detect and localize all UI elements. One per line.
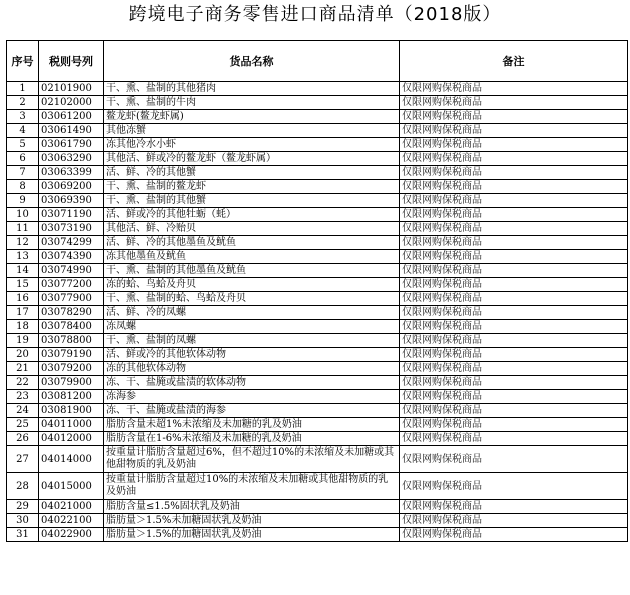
row-note-cell: 仅限网购保税商品 [400,292,628,306]
row-goods-name-cell: 冻凤螺 [104,320,400,334]
row-goods-name-cell: 冻、干、盐腌或盐渍的软体动物 [104,376,400,390]
row-tariff-code-cell: 03071190 [39,208,104,222]
table-row [7,208,628,222]
row-note-cell: 仅限网购保税商品 [400,82,628,96]
row-tariff-code-cell: 03074299 [39,236,104,250]
row-note-cell: 仅限网购保税商品 [400,166,628,180]
row-tariff-code-cell: 02102000 [39,96,104,110]
row-tariff-code-cell: 02101900 [39,82,104,96]
table-row [7,264,628,278]
row-goods-name-cell: 脂肪含量未超1%未浓缩及未加糖的乳及奶油 [104,418,400,432]
row-seq-cell: 18 [7,320,39,334]
row-goods-name-cell: 按重量计脂肪含量超过10%的未浓缩及未加糖或其他甜物质的乳及奶油 [104,473,400,500]
row-seq-cell: 2 [7,96,39,110]
row-note-cell: 仅限网购保税商品 [400,334,628,348]
row-tariff-code-cell: 03061200 [39,110,104,124]
row-goods-name-cell: 冻其他冷水小虾 [104,138,400,152]
table-body [7,82,628,542]
row-seq-cell: 28 [7,473,39,500]
row-seq-cell: 24 [7,404,39,418]
table-row [7,348,628,362]
row-goods-name-cell: 其他冻蟹 [104,124,400,138]
table-row [7,362,628,376]
table-row [7,124,628,138]
row-seq-cell: 1 [7,82,39,96]
table-row [7,320,628,334]
row-seq-cell: 12 [7,236,39,250]
header-note: 备注 [400,41,628,82]
row-tariff-code-cell: 03079190 [39,348,104,362]
row-goods-name-cell: 活、鲜、冷的凤螺 [104,306,400,320]
page-title: 跨境电子商务零售进口商品清单（2018版） [128,4,502,25]
row-goods-name-cell: 其他活、鲜、冷贻贝 [104,222,400,236]
row-note-cell: 仅限网购保税商品 [400,222,628,236]
table-row [7,152,628,166]
table-row [7,138,628,152]
row-note-cell: 仅限网购保税商品 [400,362,628,376]
row-goods-name-cell: 冻海参 [104,390,400,404]
table-row [7,418,628,432]
row-note-cell: 仅限网购保税商品 [400,320,628,334]
row-note-cell: 仅限网购保税商品 [400,208,628,222]
table-row [7,376,628,390]
row-seq-cell: 14 [7,264,39,278]
row-tariff-code-cell: 03078290 [39,306,104,320]
row-goods-name-cell: 脂肪含量在1-6%未浓缩及未加糖的乳及奶油 [104,432,400,446]
row-note-cell: 仅限网购保税商品 [400,152,628,166]
row-seq-cell: 30 [7,514,39,528]
row-seq-cell: 15 [7,278,39,292]
row-note-cell: 仅限网购保税商品 [400,418,628,432]
row-seq-cell: 16 [7,292,39,306]
row-goods-name-cell: 干、熏、盐制的鳌龙虾 [104,180,400,194]
row-goods-name-cell: 脂肪量＞1.5%的加糖固状乳及奶油 [104,528,400,542]
table-row [7,306,628,320]
row-tariff-code-cell: 04022900 [39,528,104,542]
row-seq-cell: 29 [7,500,39,514]
table-row [7,528,628,542]
row-goods-name-cell: 活、鲜、冷的其他蟹 [104,166,400,180]
row-note-cell: 仅限网购保税商品 [400,110,628,124]
row-note-cell: 仅限网购保税商品 [400,306,628,320]
row-goods-name-cell: 干、熏、盐制的牛肉 [104,96,400,110]
row-note-cell: 仅限网购保税商品 [400,446,628,473]
row-seq-cell: 20 [7,348,39,362]
row-tariff-code-cell: 03081200 [39,390,104,404]
table-row [7,390,628,404]
row-tariff-code-cell: 03077900 [39,292,104,306]
row-seq-cell: 9 [7,194,39,208]
row-goods-name-cell: 按重量计脂肪含量超过6%，但不超过10%的未浓缩及未加糖或其他甜物质的乳及奶油 [104,446,400,473]
table-row [7,166,628,180]
row-note-cell: 仅限网购保税商品 [400,138,628,152]
row-tariff-code-cell: 03063290 [39,152,104,166]
row-seq-cell: 26 [7,432,39,446]
row-tariff-code-cell: 03074990 [39,264,104,278]
row-tariff-code-cell: 04021000 [39,500,104,514]
table-row [7,500,628,514]
table-row [7,292,628,306]
header-goods-name: 货品名称 [104,41,400,82]
table-row [7,180,628,194]
row-note-cell: 仅限网购保税商品 [400,390,628,404]
row-seq-cell: 6 [7,152,39,166]
row-goods-name-cell: 活、鲜、冷的其他墨鱼及鱿鱼 [104,236,400,250]
row-note-cell: 仅限网购保税商品 [400,124,628,138]
table-row [7,514,628,528]
row-goods-name-cell: 冻的其他软体动物 [104,362,400,376]
table-row [7,446,628,473]
row-note-cell: 仅限网购保税商品 [400,473,628,500]
row-goods-name-cell: 冻的蛤、鸟蛤及舟贝 [104,278,400,292]
row-goods-name-cell: 活、鲜或冷的其他牡蛎（蚝） [104,208,400,222]
row-tariff-code-cell: 03078800 [39,334,104,348]
row-note-cell: 仅限网购保税商品 [400,180,628,194]
table-row [7,110,628,124]
row-note-cell: 仅限网购保税商品 [400,250,628,264]
row-seq-cell: 13 [7,250,39,264]
row-tariff-code-cell: 04012000 [39,432,104,446]
row-note-cell: 仅限网购保税商品 [400,432,628,446]
row-seq-cell: 4 [7,124,39,138]
row-goods-name-cell: 干、熏、盐制的其他蟹 [104,194,400,208]
row-seq-cell: 3 [7,110,39,124]
row-tariff-code-cell: 03069390 [39,194,104,208]
row-goods-name-cell: 鳌龙虾(鳌龙虾属) [104,110,400,124]
row-tariff-code-cell: 03063399 [39,166,104,180]
table-row [7,278,628,292]
row-goods-name-cell: 干、熏、盐制的凤螺 [104,334,400,348]
table-header [7,41,628,82]
row-note-cell: 仅限网购保税商品 [400,194,628,208]
row-tariff-code-cell: 03078400 [39,320,104,334]
row-tariff-code-cell: 04011000 [39,418,104,432]
row-seq-cell: 23 [7,390,39,404]
table-row [7,404,628,418]
row-tariff-code-cell: 03061490 [39,124,104,138]
table-row [7,222,628,236]
table-row [7,334,628,348]
row-seq-cell: 22 [7,376,39,390]
row-tariff-code-cell: 04022100 [39,514,104,528]
row-tariff-code-cell: 04014000 [39,446,104,473]
row-tariff-code-cell: 03061790 [39,138,104,152]
table-row [7,96,628,110]
row-seq-cell: 19 [7,334,39,348]
row-note-cell: 仅限网购保税商品 [400,514,628,528]
row-note-cell: 仅限网购保税商品 [400,236,628,250]
row-goods-name-cell: 其他活、鲜或冷的鳌龙虾（鳌龙虾属） [104,152,400,166]
row-goods-name-cell: 脂肪量＞1.5%未加糖固状乳及奶油 [104,514,400,528]
row-note-cell: 仅限网购保税商品 [400,376,628,390]
row-tariff-code-cell: 03081900 [39,404,104,418]
row-seq-cell: 5 [7,138,39,152]
row-tariff-code-cell: 03074390 [39,250,104,264]
row-tariff-code-cell: 03079200 [39,362,104,376]
row-goods-name-cell: 冻、干、盐腌或盐渍的海参 [104,404,400,418]
table-row [7,250,628,264]
row-seq-cell: 31 [7,528,39,542]
row-tariff-code-cell: 03069200 [39,180,104,194]
row-seq-cell: 25 [7,418,39,432]
table-row [7,194,628,208]
row-seq-cell: 7 [7,166,39,180]
row-tariff-code-cell: 03077200 [39,278,104,292]
row-tariff-code-cell: 03073190 [39,222,104,236]
row-tariff-code-cell: 04015000 [39,473,104,500]
row-goods-name-cell: 干、熏、盐制的蛤、鸟蛤及舟贝 [104,292,400,306]
row-note-cell: 仅限网购保税商品 [400,404,628,418]
row-seq-cell: 8 [7,180,39,194]
table-row [7,473,628,500]
row-seq-cell: 21 [7,362,39,376]
row-note-cell: 仅限网购保税商品 [400,528,628,542]
row-tariff-code-cell: 03079900 [39,376,104,390]
table-row [7,82,628,96]
header-tariff-code: 税则号列 [39,41,104,82]
row-note-cell: 仅限网购保税商品 [400,278,628,292]
row-goods-name-cell: 冻其他墨鱼及鱿鱼 [104,250,400,264]
row-goods-name-cell: 干、熏、盐制的其他墨鱼及鱿鱼 [104,264,400,278]
row-seq-cell: 10 [7,208,39,222]
row-note-cell: 仅限网购保税商品 [400,96,628,110]
row-seq-cell: 27 [7,446,39,473]
header-seq: 序号 [7,41,39,82]
row-goods-name-cell: 干、熏、盐制的其他猪肉 [104,82,400,96]
row-note-cell: 仅限网购保税商品 [400,264,628,278]
row-note-cell: 仅限网购保税商品 [400,500,628,514]
product-list-table [6,40,628,542]
row-note-cell: 仅限网购保税商品 [400,348,628,362]
row-seq-cell: 11 [7,222,39,236]
row-goods-name-cell: 活、鲜或冷的其他软体动物 [104,348,400,362]
row-seq-cell: 17 [7,306,39,320]
row-goods-name-cell: 脂肪含量≤1.5%固状乳及奶油 [104,500,400,514]
table-row [7,432,628,446]
table-row [7,236,628,250]
